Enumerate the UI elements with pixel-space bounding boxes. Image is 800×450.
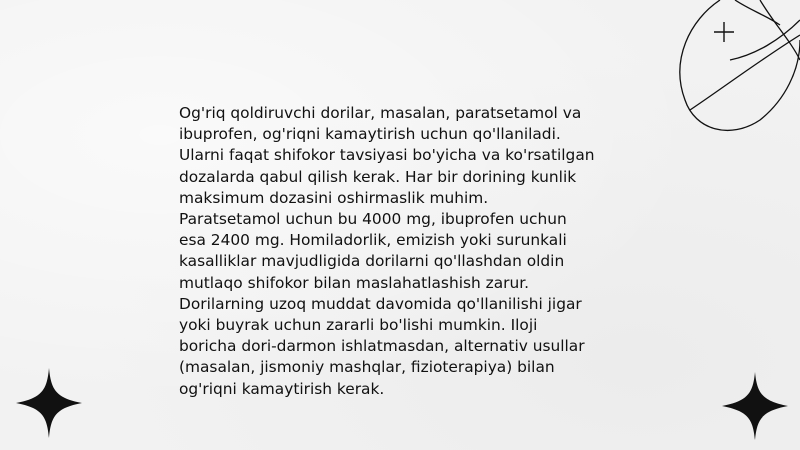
text-line: dozalarda qabul qilish kerak. Har bir dorining kunlik: [179, 167, 577, 186]
body-paragraph: [179, 103, 639, 400]
four-point-star-icon: [16, 368, 82, 438]
text-line: Ularni faqat shifokor tavsiyasi bo'yicha va ko'rsatilgan: [179, 146, 595, 165]
text-line: Paratsetamol uchun bu 4000 mg, ibuprofen uchun: [179, 210, 567, 229]
orbit-rings-icon: [660, 0, 800, 150]
text-line: maksimum dozasini oshirmaslik muhim.: [179, 188, 489, 207]
four-point-star-icon: [722, 372, 788, 440]
text-line: (masalan, jismoniy mashqlar, fizioterapiya) bilan: [179, 358, 555, 377]
text-line: Dorilarning uzoq muddat davomida qo'llanilishi jigar: [179, 294, 582, 313]
text-line: Og'riq qoldiruvchi dorilar, masalan, paratsetamol va: [179, 104, 582, 122]
text-line: og'riqni kamaytirish kerak.: [179, 379, 385, 398]
text-line: mutlaqo shifokor bilan maslahatlashish zarur.: [179, 273, 530, 292]
text-line: yoki buyrak uchun zararli bo'lishi mumkin. Iloji: [179, 316, 538, 335]
text-line: kasalliklar mavjudligida dorilarni qo'llashdan oldin: [179, 252, 565, 271]
text-line: boricha dori-darmon ishlatmasdan, alternativ usullar: [179, 337, 585, 356]
sparkle-icon: [714, 22, 734, 42]
text-line: esa 2400 mg. Homiladorlik, emizish yoki surunkali: [179, 231, 567, 250]
text-line: ibuprofen, og'riqni kamaytirish uchun qo'llaniladi.: [179, 125, 561, 144]
